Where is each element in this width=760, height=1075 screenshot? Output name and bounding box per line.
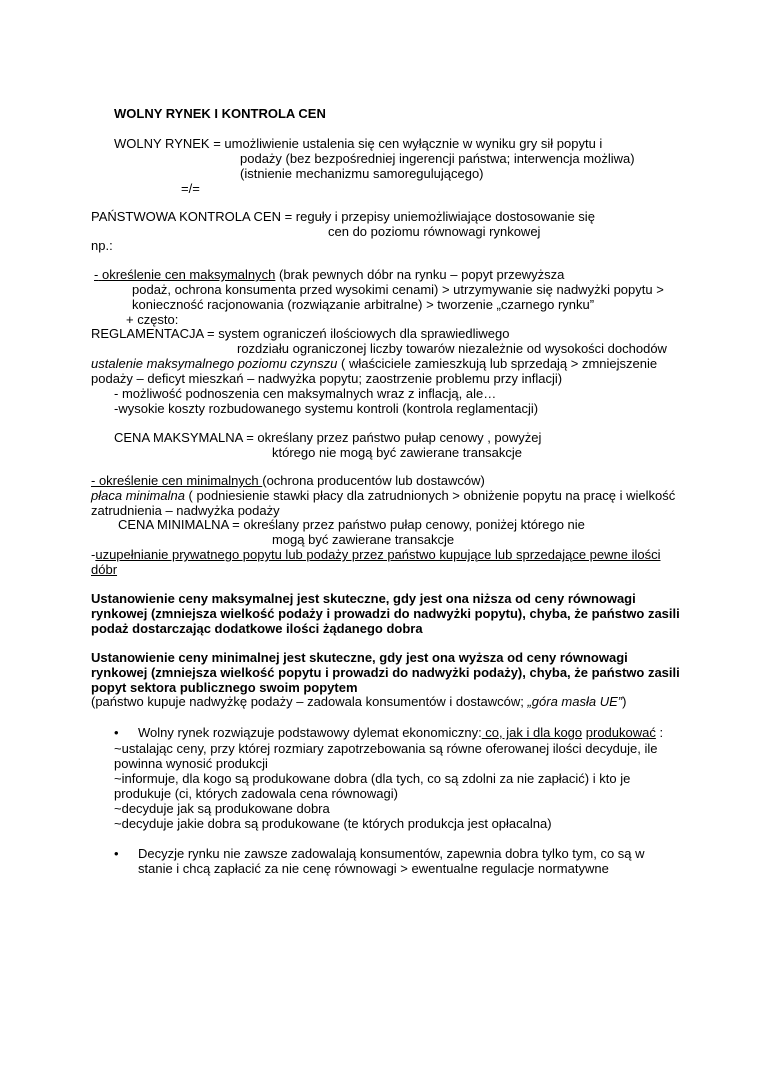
not-equal-sign: =/= [181, 181, 200, 196]
free-market-line-1: WOLNY RYNEK = umożliwienie ustalenia się cen wyłącznie w wyniku gry sił popytu i [114, 136, 603, 151]
state-control-line-1: PAŃSTWOWA KONTROLA CEN = reguły i przepisy uniemożliwiające dostosowanie się [91, 209, 595, 224]
max-price-summary-2: rynkowej (zmniejsza wielkość podaży i prowadzi do nadwyżki popytu), chyba, że państwo zasili [91, 606, 680, 621]
free-market-line-3: (istnienie mechanizmu samoregulującego) [240, 166, 484, 181]
max-prices-line-3: konieczność racjonowania (rozwiązanie arbitralne) > tworzenie „czarnego rynku” [132, 297, 595, 312]
min-price-definition-1: CENA MINIMALNA = określany przez państwo pułap cenowy, poniżej którego nie [118, 517, 585, 532]
example-label: np.: [91, 238, 113, 253]
max-prices-line-2: podaż, ochrona konsumenta przed wysokimi cenami) > utrzymywanie się nadwyżki popytu > [132, 282, 664, 297]
max-price-definition-2: którego nie mogą być zawierane transakcje [272, 445, 523, 460]
bullet-1-line-1: ~ustalając ceny, przy której rozmiary zapotrzebowania są równe oferowanej ilości decyduje, ile [114, 741, 658, 756]
supplement-line-1: -uzupełnianie prywatnego popytu lub podaży przez państwo kupujące lub sprzedające pewne ilości [91, 547, 661, 562]
min-price-summary-3: popyt sektora publicznego swoim popytem [91, 680, 358, 695]
max-prices-heading: - określenie cen maksymalnych (brak pewnych dóbr na rynku – popyt przewyższa [94, 267, 565, 282]
bullet-2-line-2: stanie i chcą zapłacić za nie cenę równowagi > ewentualne regulacje normatywne [138, 861, 609, 876]
state-control-line-2: cen do poziomu równowagi rynkowej [328, 224, 541, 239]
supplement-line-2: dóbr [91, 562, 118, 577]
bullet-1-line-6: ~decyduje jakie dobra są produkowane (te których produkcja jest opłacalna) [114, 816, 552, 831]
eu-butter-note: (państwo kupuje nadwyżkę podaży – zadowala konsumentów i dostawców; „góra masła UE”) [91, 694, 627, 709]
max-prices-point-1: - możliwość podnoszenia cen maksymalnych wraz z inflacją, ale… [114, 386, 497, 401]
min-price-definition-2: mogą być zawierane transakcje [272, 532, 455, 547]
bullet-1-line-5: ~decyduje jak są produkowane dobra [114, 801, 330, 816]
rent-control-line-1: ustalenie maksymalnego poziomu czynszu ( właściciele zamieszkują lub sprzedają > zmniejszenie [91, 356, 658, 371]
bullet-1-icon: • [114, 725, 119, 740]
minimum-wage-line-2: zatrudnienia – nadwyżka podaży [91, 503, 280, 518]
bullet-2-line-1: Decyzje rynku nie zawsze zadowalają konsumentów, zapewnia dobra tylko tym, co są w [138, 846, 645, 861]
bullet-1-line-4: produkuje (ci, których zadowala cena równowagi) [114, 786, 398, 801]
max-price-summary-1: Ustanowienie ceny maksymalnej jest skuteczne, gdy jest ona niższa od ceny równowagi [91, 591, 636, 606]
bullet-1-lead: Wolny rynek rozwiązuje podstawowy dylemat ekonomiczny: co, jak i dla kogo produkować : [138, 725, 664, 740]
min-prices-heading: - określenie cen minimalnych (ochrona producentów lub dostawców) [91, 473, 485, 488]
rationing-definition-1: REGLAMENTACJA = system ograniczeń ilościowych dla sprawiedliwego [91, 326, 510, 341]
max-price-definition-1: CENA MAKSYMALNA = określany przez państwo pułap cenowy , powyżej [114, 430, 542, 445]
rationing-definition-2: rozdziału ograniczonej liczby towarów niezależnie od wysokości dochodów [237, 341, 667, 356]
rent-control-line-2: podaży – deficyt mieszkań – nadwyżka popytu; zaostrzenie problemu przy inflacji) [91, 371, 563, 386]
max-prices-point-2: -wysokie koszty rozbudowanego systemu kontroli (kontrola reglamentacji) [114, 401, 539, 416]
min-price-summary-2: rynkowej (zmniejsza wielkość popytu i prowadzi do nadwyżki podaży), chyba, że państwo zasili [91, 665, 680, 680]
max-price-summary-3: podaż dostarczając dodatkowe ilości żądanego dobra [91, 621, 423, 636]
free-market-line-2: podaży (bez bezpośredniej ingerencji państwa; interwencja możliwa) [240, 151, 635, 166]
bullet-1-line-3: ~informuje, dla kogo są produkowane dobra (dla tych, co są zdolni za nie zapłacić) i kto je [114, 771, 631, 786]
min-price-summary-1: Ustanowienie ceny minimalnej jest skuteczne, gdy jest ona wyższa od ceny równowagi [91, 650, 628, 665]
bullet-2-icon: • [114, 846, 119, 861]
minimum-wage-line-1: płaca minimalna ( podniesienie stawki płacy dla zatrudnionych > obniżenie popytu na pracę i wielkość [91, 488, 676, 503]
max-prices-line-4: + często: [126, 312, 179, 327]
bullet-1-line-2: powinna wynosić produkcji [114, 756, 268, 771]
document-title: WOLNY RYNEK I KONTROLA CEN [114, 106, 326, 121]
